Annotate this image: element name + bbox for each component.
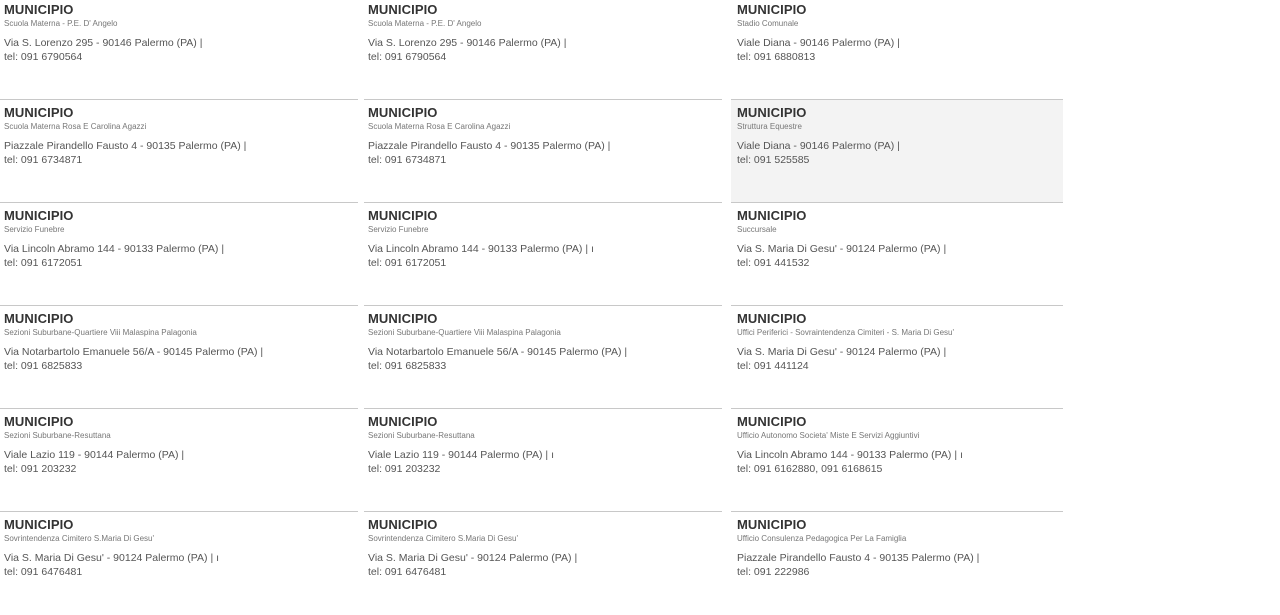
listing-title[interactable]: MUNICIPIO: [368, 208, 438, 223]
listing-subtitle: Uffici Periferici - Sovraintendenza Cimiteri - S. Maria Di Gesu': [737, 328, 954, 337]
listing-subtitle: Scuola Materna - P.E. D' Angelo: [4, 19, 118, 28]
listing-card[interactable]: [731, 409, 1063, 512]
listing-title[interactable]: MUNICIPIO: [737, 414, 807, 429]
listing-address: Via S. Lorenzo 295 - 90146 Palermo (PA) |: [4, 37, 203, 49]
listing-address: Via Notarbartolo Emanuele 56/A - 90145 Palermo (PA) |: [4, 346, 264, 358]
listing-address: Viale Lazio 119 - 90144 Palermo (PA) |: [4, 449, 185, 461]
listing-card[interactable]: [0, 512, 358, 615]
listing-card[interactable]: [364, 100, 722, 203]
listing-title[interactable]: MUNICIPIO: [4, 517, 74, 532]
listing-subtitle: Sezioni Suburbane-Resuttana: [4, 431, 111, 440]
listing-card[interactable]: [0, 306, 358, 409]
listing-card[interactable]: [731, 306, 1063, 409]
listing-address: Viale Diana - 90146 Palermo (PA) |: [737, 37, 900, 49]
listing-card[interactable]: [731, 100, 1063, 203]
listing-address: Via S. Maria Di Gesu' - 90124 Palermo (PA) |: [737, 243, 947, 255]
listing-subtitle: Stadio Comunale: [737, 19, 799, 28]
listing-address: Via Lincoln Abramo 144 - 90133 Palermo (PA) |: [4, 243, 225, 255]
listing-card[interactable]: [0, 100, 358, 203]
listing-address: Piazzale Pirandello Fausto 4 - 90135 Palermo (PA) |: [368, 140, 611, 152]
listing-phone: tel: 091 6734871: [368, 154, 447, 166]
listing-title[interactable]: MUNICIPIO: [368, 414, 438, 429]
listing-phone: tel: 091 6790564: [368, 51, 447, 63]
listing-subtitle: Scuola Materna Rosa E Carolina Agazzi: [4, 122, 147, 131]
listing-address: Piazzale Pirandello Fausto 4 - 90135 Palermo (PA) |: [4, 140, 247, 152]
listing-subtitle: Succursale: [737, 225, 777, 234]
listing-subtitle: Ufficio Consulenza Pedagogica Per La Famiglia: [737, 534, 907, 543]
listing-subtitle: Scuola Materna - P.E. D' Angelo: [368, 19, 482, 28]
listing-address: Viale Lazio 119 - 90144 Palermo (PA) | ı: [368, 449, 554, 461]
listing-phone: tel: 091 441532: [737, 257, 810, 269]
listing-phone: tel: 091 203232: [368, 463, 441, 475]
listing-card[interactable]: [731, 512, 1063, 615]
listing-subtitle: Struttura Equestre: [737, 122, 802, 131]
listing-phone: tel: 091 6734871: [4, 154, 83, 166]
listing-phone: tel: 091 6172051: [4, 257, 83, 269]
listing-card[interactable]: [0, 0, 358, 100]
listing-subtitle: Sezioni Suburbane-Quartiere Viii Malaspina Palagonia: [4, 328, 197, 337]
listing-subtitle: Ufficio Autonomo Societa' Miste E Servizi Aggiuntivi: [737, 431, 920, 440]
listing-address: Via S. Maria Di Gesu' - 90124 Palermo (PA) |: [368, 552, 578, 564]
listing-column-2: [364, 0, 722, 615]
listing-title[interactable]: MUNICIPIO: [737, 208, 807, 223]
listing-address: Piazzale Pirandello Fausto 4 - 90135 Palermo (PA) |: [737, 552, 980, 564]
listing-card[interactable]: [0, 409, 358, 512]
listing-card[interactable]: [0, 203, 358, 306]
listing-phone: tel: 091 6825833: [4, 360, 83, 372]
listing-address: Via S. Lorenzo 295 - 90146 Palermo (PA) |: [368, 37, 567, 49]
listing-card[interactable]: [731, 0, 1063, 100]
listing-phone: tel: 091 525585: [737, 154, 810, 166]
listing-subtitle: Sovrintendenza Cimitero S.Maria Di Gesu': [368, 534, 519, 543]
listing-address: Via Lincoln Abramo 144 - 90133 Palermo (PA) | ı: [368, 243, 594, 255]
listing-title[interactable]: MUNICIPIO: [737, 517, 807, 532]
listing-column-3: [731, 0, 1063, 615]
listing-phone: tel: 091 222986: [737, 566, 810, 578]
listing-card[interactable]: [364, 203, 722, 306]
listing-title[interactable]: MUNICIPIO: [737, 2, 807, 17]
listing-address: Viale Diana - 90146 Palermo (PA) |: [737, 140, 900, 152]
listing-card[interactable]: [731, 203, 1063, 306]
listing-phone: tel: 091 6162880, 091 6168615: [737, 463, 883, 475]
listing-title[interactable]: MUNICIPIO: [4, 105, 74, 120]
listing-address: Via S. Maria Di Gesu' - 90124 Palermo (PA) |: [737, 346, 947, 358]
listing-address: Via Notarbartolo Emanuele 56/A - 90145 Palermo (PA) |: [368, 346, 628, 358]
listing-title[interactable]: MUNICIPIO: [368, 2, 438, 17]
listing-card[interactable]: [364, 0, 722, 100]
listing-subtitle: Sezioni Suburbane-Resuttana: [368, 431, 475, 440]
listing-title[interactable]: MUNICIPIO: [4, 414, 74, 429]
listing-address: Via S. Maria Di Gesu' - 90124 Palermo (PA) | ı: [4, 552, 220, 564]
listing-title[interactable]: MUNICIPIO: [4, 311, 74, 326]
listing-column-1: [0, 0, 358, 615]
listing-phone: tel: 091 6172051: [368, 257, 447, 269]
listing-title[interactable]: MUNICIPIO: [4, 208, 74, 223]
listing-subtitle: Servizio Funebre: [4, 225, 65, 234]
listing-phone: tel: 091 203232: [4, 463, 77, 475]
listing-title[interactable]: MUNICIPIO: [368, 311, 438, 326]
listing-title[interactable]: MUNICIPIO: [368, 517, 438, 532]
listing-card[interactable]: [364, 512, 722, 615]
listing-subtitle: Sovrintendenza Cimitero S.Maria Di Gesu': [4, 534, 155, 543]
listing-phone: tel: 091 6880813: [737, 51, 816, 63]
listing-address: Via Lincoln Abramo 144 - 90133 Palermo (PA) | ı: [737, 449, 963, 461]
listing-phone: tel: 091 6476481: [368, 566, 447, 578]
listing-title[interactable]: MUNICIPIO: [737, 105, 807, 120]
listing-title[interactable]: MUNICIPIO: [368, 105, 438, 120]
listing-subtitle: Scuola Materna Rosa E Carolina Agazzi: [368, 122, 511, 131]
listing-phone: tel: 091 6476481: [4, 566, 83, 578]
listing-subtitle: Servizio Funebre: [368, 225, 429, 234]
listing-card[interactable]: [364, 306, 722, 409]
listing-title[interactable]: MUNICIPIO: [737, 311, 807, 326]
listing-card[interactable]: [364, 409, 722, 512]
listing-title[interactable]: MUNICIPIO: [4, 2, 74, 17]
listing-phone: tel: 091 6790564: [4, 51, 83, 63]
listing-phone: tel: 091 441124: [737, 360, 809, 372]
listing-subtitle: Sezioni Suburbane-Quartiere Viii Malaspina Palagonia: [368, 328, 561, 337]
listing-phone: tel: 091 6825833: [368, 360, 447, 372]
